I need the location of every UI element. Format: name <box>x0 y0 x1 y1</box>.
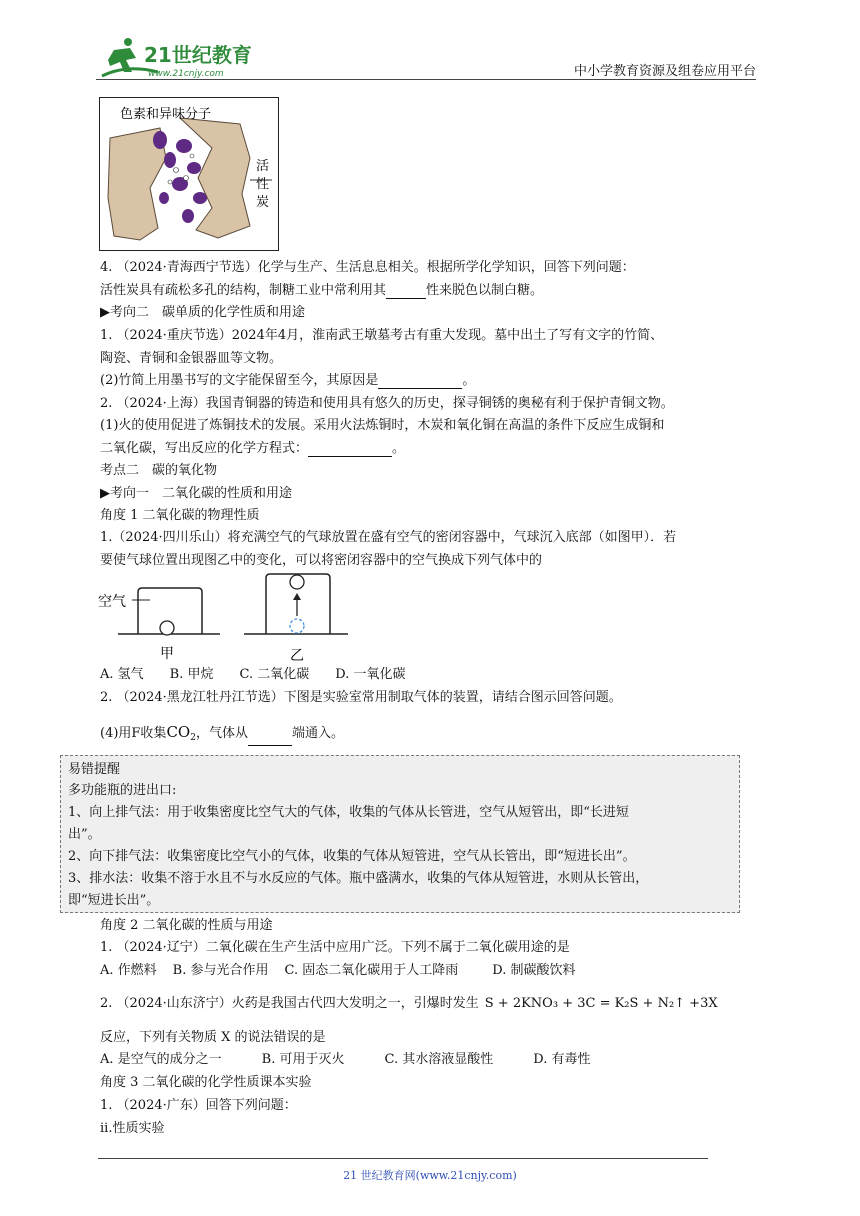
answer-blank[interactable] <box>378 376 462 389</box>
tips-line6: 即“短进长出”。 <box>68 893 160 908</box>
tips-line5: 3、排水法：收集不溶于水且不与水反应的气体。瓶中盛满水，收集的气体从短管进，水则从长管出， <box>68 871 649 886</box>
activated-carbon-figure <box>99 97 279 251</box>
footer-rule <box>98 1158 708 1159</box>
svg-text:21世纪教育: 21世纪教育 <box>144 43 252 67</box>
page-header <box>96 30 756 80</box>
option-c[interactable]: C. 固态二氧化碳用于人工降雨 <box>284 963 459 978</box>
reaction-equation: S + 2KNO₃ + 3C = K₂S + N₂↑ +3X <box>484 996 718 1011</box>
option-a[interactable]: A. 作燃料 <box>100 963 157 978</box>
k2q2-line1: 2. （2024·上海）我国青铜器的铸造和使用具有悠久的历史，探寻铜锈的奥秘有利于保护青铜文物。 <box>100 396 674 411</box>
jd2q2-line2: 反应，下列有关物质 X 的说法错误的是 <box>100 1030 326 1045</box>
answer-blank[interactable] <box>386 286 426 299</box>
option-b[interactable]: B. 甲烷 <box>169 667 214 682</box>
k2q1-line3: (2)竹简上用墨书写的文字能保留至今，其原因是 。 <box>100 373 476 388</box>
jd2q2-options <box>100 1052 590 1068</box>
jd3q1-stem: 1. （2024·广东）回答下列问题： <box>100 1098 297 1113</box>
q4-stem: 4. （2024·青海西宁节选）化学与生产、生活息息相关。根据所学化学知识，回答下列问题： <box>100 260 635 275</box>
svg-text:色素和异味分子: 色素和异味分子 <box>120 107 212 122</box>
jd2q2-line1: 2. （2024·山东济宁）火药是我国古代四大发明之一，引爆时发生 S + 2KNO₃ + 3C = K₂S + N₂↑ +3X <box>100 996 718 1011</box>
jd2q1-options <box>100 963 575 979</box>
svg-text:甲: 甲 <box>160 646 174 662</box>
tips-line3: 出”。 <box>68 827 101 842</box>
option-c[interactable]: C. 其水溶液显酸性 <box>384 1052 494 1067</box>
answer-blank[interactable] <box>308 444 392 457</box>
option-c[interactable]: C. 二氧化碳 <box>239 667 310 682</box>
option-d[interactable]: D. 有毒性 <box>533 1052 591 1067</box>
header-platform-text: 中小学教育资源及组卷应用平台 <box>573 64 756 79</box>
jd1q1-line2: 要使气球位置出现图乙中的变化，可以将密闭容器中的空气换成下列气体中的 <box>100 553 543 568</box>
option-d[interactable]: D. 制碳酸饮料 <box>492 963 576 978</box>
jd1q2-part4: (4)用F收集$CO_2$，气体从 端通入。 <box>100 724 344 746</box>
section-kx1: ▶考向一 二氧化碳的性质和用途 <box>100 486 292 501</box>
svg-text:性: 性 <box>256 177 270 192</box>
jd3q1-ii: ii.性质实验 <box>100 1121 165 1136</box>
option-d[interactable]: D. 一氧化碳 <box>335 667 406 682</box>
balloon-figure <box>98 570 358 662</box>
svg-text:活: 活 <box>256 159 270 174</box>
svg-text:空气: 空气 <box>98 594 126 610</box>
footer-text[interactable]: 21 世纪教育网(www.21cnjy.com) <box>343 1169 517 1182</box>
section-kx2: ▶考向二 碳单质的化学性质和用途 <box>100 305 305 320</box>
q4-line2: 活性炭具有疏松多孔的结构，制糖工业中常利用其 性来脱色以制白糖。 <box>100 283 544 298</box>
svg-text:乙: 乙 <box>290 648 304 662</box>
jd1q1-line1: 1.（2024·四川乐山）将充满空气的气球放置在盛有空气的密闭容器中，气球沉入底部（如图甲）．若 <box>100 530 677 545</box>
section-jd3: 角度 3 二氧化碳的化学性质课本实验 <box>100 1075 312 1090</box>
answer-blank[interactable] <box>248 733 292 746</box>
k2q2-line3: 二氧化碳，写出反应的化学方程式： 。 <box>100 441 406 456</box>
jd2q1-stem: 1. （2024·辽宁）二氧化碳在生产生活中应用广泛。下列不属于二氧化碳用途的是 <box>100 940 570 955</box>
svg-text:www.21cnjy.com: www.21cnjy.com <box>148 69 224 79</box>
site-logo <box>96 36 266 80</box>
header-rule <box>96 79 756 80</box>
k2q2-line2: (1)火的使用促进了炼铜技术的发展。采用火法炼铜时，木炭和氧化铜在高温的条件下反应生成铜和 <box>100 418 665 433</box>
option-b[interactable]: B. 可用于灭火 <box>261 1052 345 1067</box>
k2q1-line1: 1. （2024·重庆节选）2024年4月，淮南武王墩墓考古有重大发现。墓中出土了写有文字的竹简、 <box>100 328 664 343</box>
tips-title: 易错提醒 <box>68 762 121 777</box>
tips-line2: 1、向上排气法：用于收集密度比空气大的气体，收集的气体从长管进，空气从短管出，即“长进短 <box>68 805 629 820</box>
tips-line4: 2、向下排气法：收集密度比空气小的气体，收集的气体从短管进，空气从长管出，即“短进长出”。 <box>68 849 636 864</box>
section-kd2: 考点二 碳的氧化物 <box>100 463 218 478</box>
svg-text:炭: 炭 <box>256 195 270 210</box>
section-jd1: 角度 1 二氧化碳的物理性质 <box>100 508 260 523</box>
option-a[interactable]: A. 是空气的成分之一 <box>100 1052 222 1067</box>
option-b[interactable]: B. 参与光合作用 <box>172 963 269 978</box>
tips-box <box>60 755 740 913</box>
option-a[interactable]: A. 氢气 <box>100 667 144 682</box>
k2q1-line2: 陶瓷、青铜和金银器皿等文物。 <box>100 351 283 366</box>
section-jd2: 角度 2 二氧化碳的性质与用途 <box>100 918 273 933</box>
jd1q1-options <box>100 667 580 683</box>
jd1q2-stem: 2. （2024·黑龙江牡丹江节选）下图是实验室常用制取气体的装置，请结合图示回答问题。 <box>100 690 622 705</box>
tips-line1: 多功能瓶的进出口: <box>68 783 177 798</box>
